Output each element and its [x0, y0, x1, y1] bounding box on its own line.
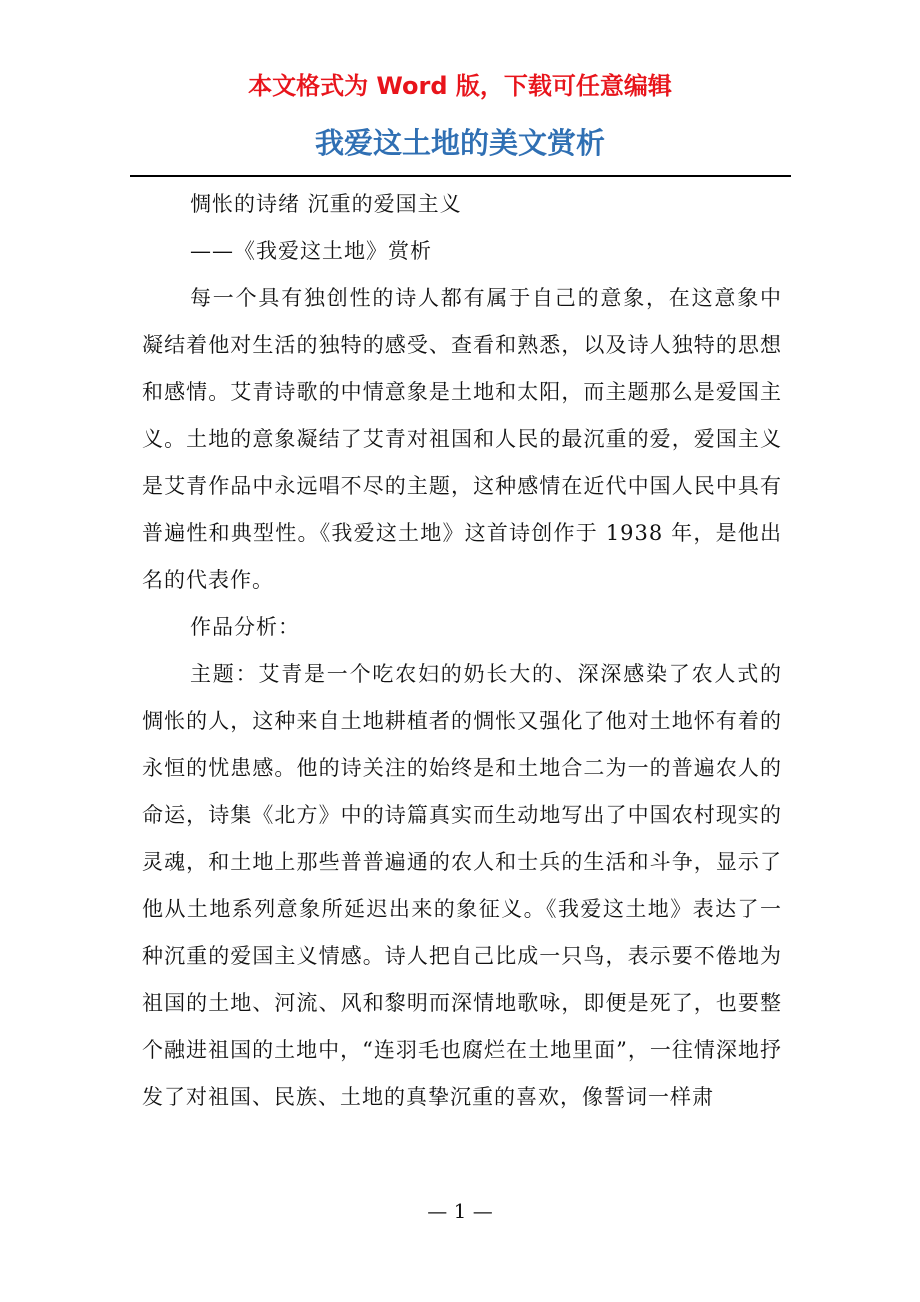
section-heading: 作品分析：	[190, 615, 300, 639]
article-byline: ——《我爱这土地》赏析	[190, 239, 432, 263]
body-paragraph: 每一个具有独创性的诗人都有属于自己的意象，在这意象中凝结着他对生活的独特的感受、查看和熟悉，以及诗人独特的思想和感情。艾青诗歌的中情意象是土地和太阳，而主题那么是爱国主义。土地的意象凝结了艾青对祖国和人民的最沉重的爱，爱国主义是艾青作品中永远唱不尽的主题，这种感情在近代中国人民中具有普遍性和典型性。《我爱这土地》这首诗创作于 1938 年，是他出名的代表作。	[142, 286, 782, 592]
document-title: 我爱这土地的美文赏析	[314, 126, 605, 160]
title-divider	[130, 175, 791, 177]
page-number: — 1 —	[427, 1199, 493, 1223]
article-body	[142, 181, 782, 1121]
body-paragraph: 主题：艾青是一个吃农妇的奶长大的、深深感染了农人式的惆怅的人，这种来自土地耕植者的惆怅又强化了他对土地怀有着的永恒的忧患感。他的诗关注的始终是和土地合二为一的普遍农人的命运，诗集《北方》中的诗篇真实而生动地写出了中国农村现实的灵魂，和土地上那些普普遍通的农人和士兵的生活和斗争，显示了他从土地系列意象所延迟出来的象征义。《我爱这土地》表达了一种沉重的爱国主义情感。诗人把自己比成一只鸟，表示要不倦地为祖国的土地、河流、风和黎明而深情地歌咏，即便是死了，也要整个融进祖国的土地中，“连羽毛也腐烂在土地里面”，一往情深地抒发了对祖国、民族、土地的真挚沉重的喜欢，像誓词一样肃	[142, 662, 782, 1109]
format-notice-banner: 本文格式为 Word 版，下载可任意编辑	[248, 72, 672, 100]
article-subtitle: 惆怅的诗绪 沉重的爱国主义	[190, 192, 462, 216]
